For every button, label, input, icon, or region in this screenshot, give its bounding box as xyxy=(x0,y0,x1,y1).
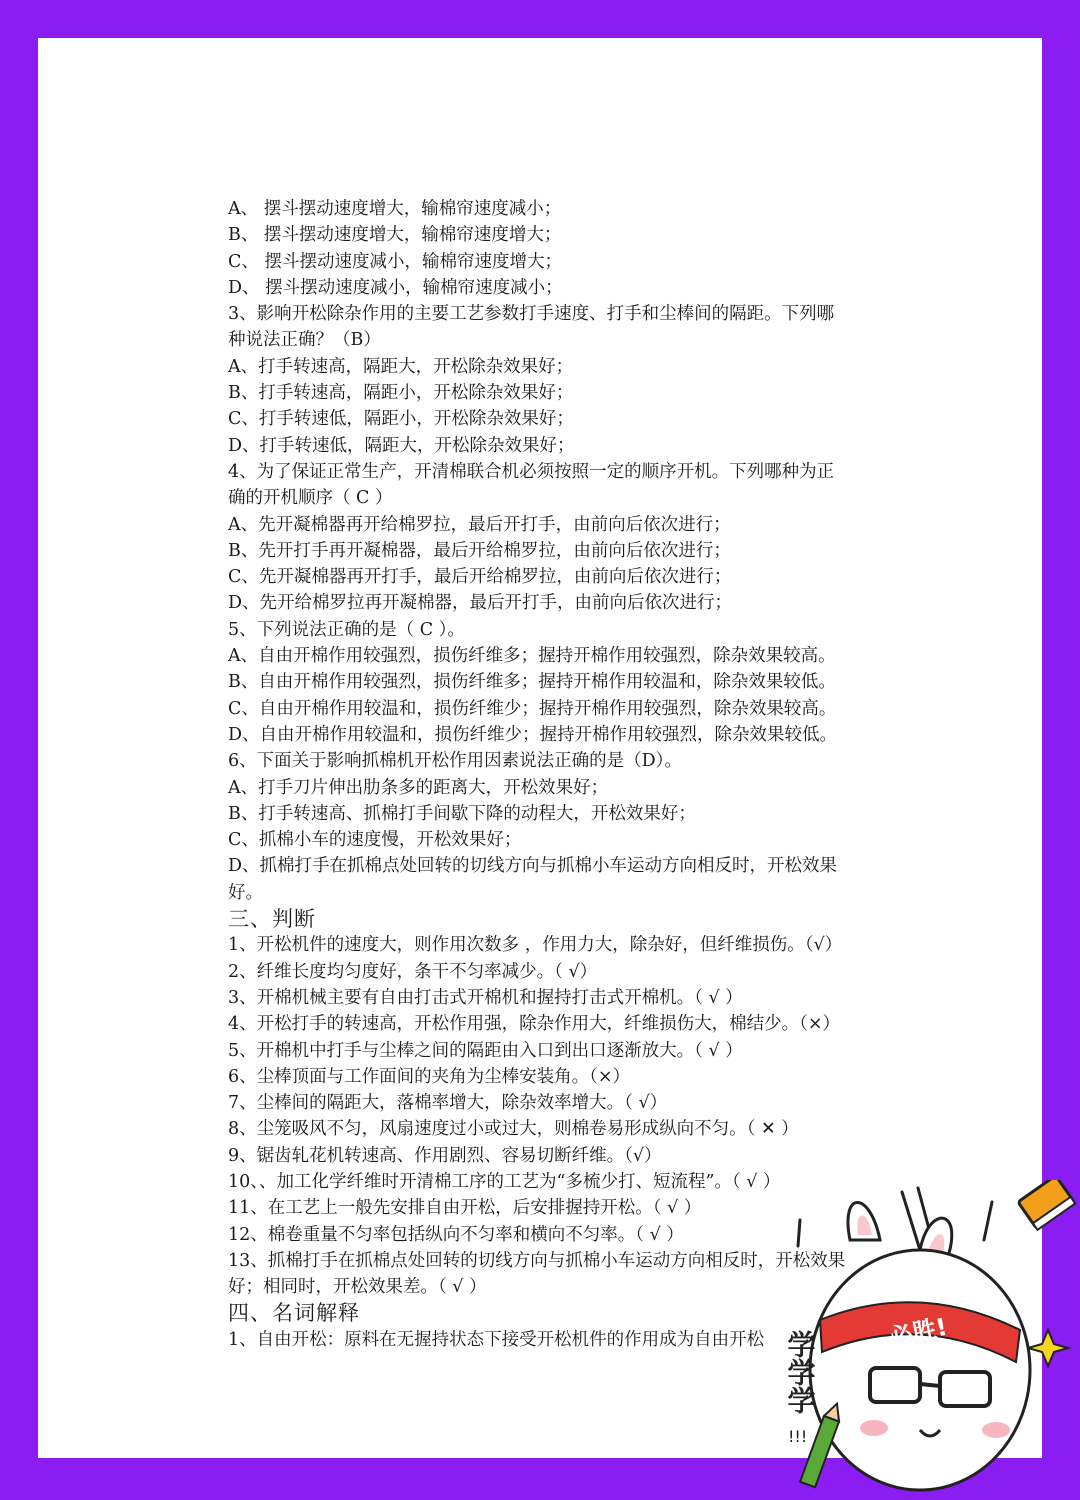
judgement-line: 4、开松打手的转速高，开松作用强，除杂作用大，纤维损伤大，棉结少。（×） xyxy=(228,1014,841,1035)
judgement-line: 11、在工艺上一般先安排自由开松，后安排握持开松。（ √ ） xyxy=(228,1198,702,1219)
option-line: D、先开给棉罗拉再开凝棉器，最后开打手，由前向后依次进行； xyxy=(228,593,733,614)
judgement-line: 3、开棉机械主要有自由打击式开棉机和握持打击式开棉机。（ √ ） xyxy=(228,987,743,1008)
option-line: A、自由开棉作用较强烈，损伤纤维多；握持开棉作用较强烈，除杂效果较高。 xyxy=(228,646,836,667)
text-line: D、 摆斗摆动速度减小，输棉帘速度减小； xyxy=(228,277,563,298)
option-line: A、先开凝棉器再开给棉罗拉，最后开打手，由前向后依次进行； xyxy=(228,514,731,535)
option-line: D、抓棉打手在抓棉点处回转的切线方向与抓棉小车运动方向相反时，开松效果 xyxy=(228,856,838,877)
judgement-line: 9、锯齿轧花机转速高、作用剧烈、容易切断纤维。（√） xyxy=(228,1145,662,1166)
question-line: 3、影响开松除杂作用的主要工艺参数打手速度、打手和尘棒间的隔距。下列哪 xyxy=(228,304,835,325)
question-line: 4、为了保证正常生产，开清棉联合机必须按照一定的顺序开机。下列哪种为正 xyxy=(228,461,835,482)
question-line: 5、下列说法正确的是（ C ）。 xyxy=(228,619,465,640)
judgement-line: 8、尘笼吸风不匀，风扇速度过小或过大，则棉卷易形成纵向不匀。（ ✕ ） xyxy=(228,1119,799,1140)
question-line: 确的开机顺序（ C ） xyxy=(228,488,393,509)
headband-text: 必胜! xyxy=(886,1312,950,1353)
question-line: 6、下面关于影响抓棉机开松作用因素说法正确的是（D）。 xyxy=(228,751,682,772)
judgement-line: 7、尘棒间的隔距大，落棉率增大，除杂效率增大。（ √） xyxy=(228,1093,668,1114)
option-line: D、打手转速低，隔距大，开松除杂效果好； xyxy=(228,435,575,456)
option-line: B、先开打手再开凝棉器，最后开给棉罗拉，由前向后依次进行； xyxy=(228,540,731,561)
judgement-line: 6、尘棒顶面与工作面间的夹角为尘棒安装角。（×） xyxy=(228,1066,631,1087)
section-heading-terms: 四、名词解释 xyxy=(228,1301,360,1326)
text-line: A、 摆斗摆动速度增大，输棉帘速度减小； xyxy=(228,199,562,219)
bunny-sticker xyxy=(770,1180,1080,1496)
sparkle-icon xyxy=(1028,1330,1068,1366)
judgement-line: 13、抓棉打手在抓棉点处回转的切线方向与抓棉小车运动方向相反时，开松效果 xyxy=(228,1250,846,1271)
option-line: D、自由开棉作用较温和，损伤纤维少；握持开棉作用较强烈，除杂效果较低。 xyxy=(228,724,838,745)
judgement-line: 2、纤维长度均匀度好，条干不匀率减少。（ √） xyxy=(228,961,598,982)
option-line: C、先开凝棉器再开打手，最后开给棉罗拉，由前向后依次进行； xyxy=(228,567,732,588)
option-line: C、打手转速低，隔距小，开松除杂效果好； xyxy=(228,409,574,430)
exclaim-text: !!! xyxy=(788,1427,808,1446)
judgement-line: 1、开松机件的速度大，则作用次数多 ，作用力大，除杂好，但纤维损伤。（√） xyxy=(228,935,843,956)
section-heading-judgement: 三、判断 xyxy=(228,907,316,932)
option-line: A、打手转速高，隔距大，开松除杂效果好； xyxy=(228,356,574,377)
text-line: B、 摆斗摆动速度增大，输棉帘速度增大； xyxy=(228,225,562,246)
option-line: C、抓棉小车的速度慢，开松效果好； xyxy=(228,830,522,851)
judgement-line: 12、棉卷重量不匀率包括纵向不匀率和横向不匀率。（ √ ） xyxy=(228,1224,684,1245)
judgement-line: 5、开棉机中打手与尘棒之间的隔距由入口到出口逐渐放大。（ √ ） xyxy=(228,1040,743,1061)
option-line: B、自由开棉作用较强烈，损伤纤维多；握持开棉作用较温和，除杂效果较低。 xyxy=(228,672,836,693)
option-line: B、打手转速高、抓棉打手间歇下降的动程大，开松效果好； xyxy=(228,803,696,824)
judgement-line: 10、、加工化学纤维时开清棉工序的工艺为“多梳少打、短流程”。（ √ ） xyxy=(228,1171,781,1192)
judgement-line: 好；相同时，开松效果差。（ √ ） xyxy=(228,1277,487,1298)
text-line: C、 摆斗摆动速度减小，输棉帘速度增大； xyxy=(228,251,562,272)
option-line: A、打手刀片伸出肋条多的距离大，开松效果好； xyxy=(228,777,609,798)
option-line: B、打手转速高，隔距小，开松除杂效果好； xyxy=(228,383,574,404)
option-line: C、自由开棉作用较温和，损伤纤维少；握持开棉作用较强烈，除杂效果较高。 xyxy=(228,698,837,719)
book-icon xyxy=(1018,1180,1075,1230)
question-line: 种说法正确？（B） xyxy=(228,330,381,351)
option-line: 好。 xyxy=(228,882,263,903)
study-vertical-text: 学学学 xyxy=(783,1330,817,1414)
term-definition-line: 1、自由开松：原料在无握持状态下接受开松机件的作用成为自由开松 xyxy=(228,1329,765,1350)
